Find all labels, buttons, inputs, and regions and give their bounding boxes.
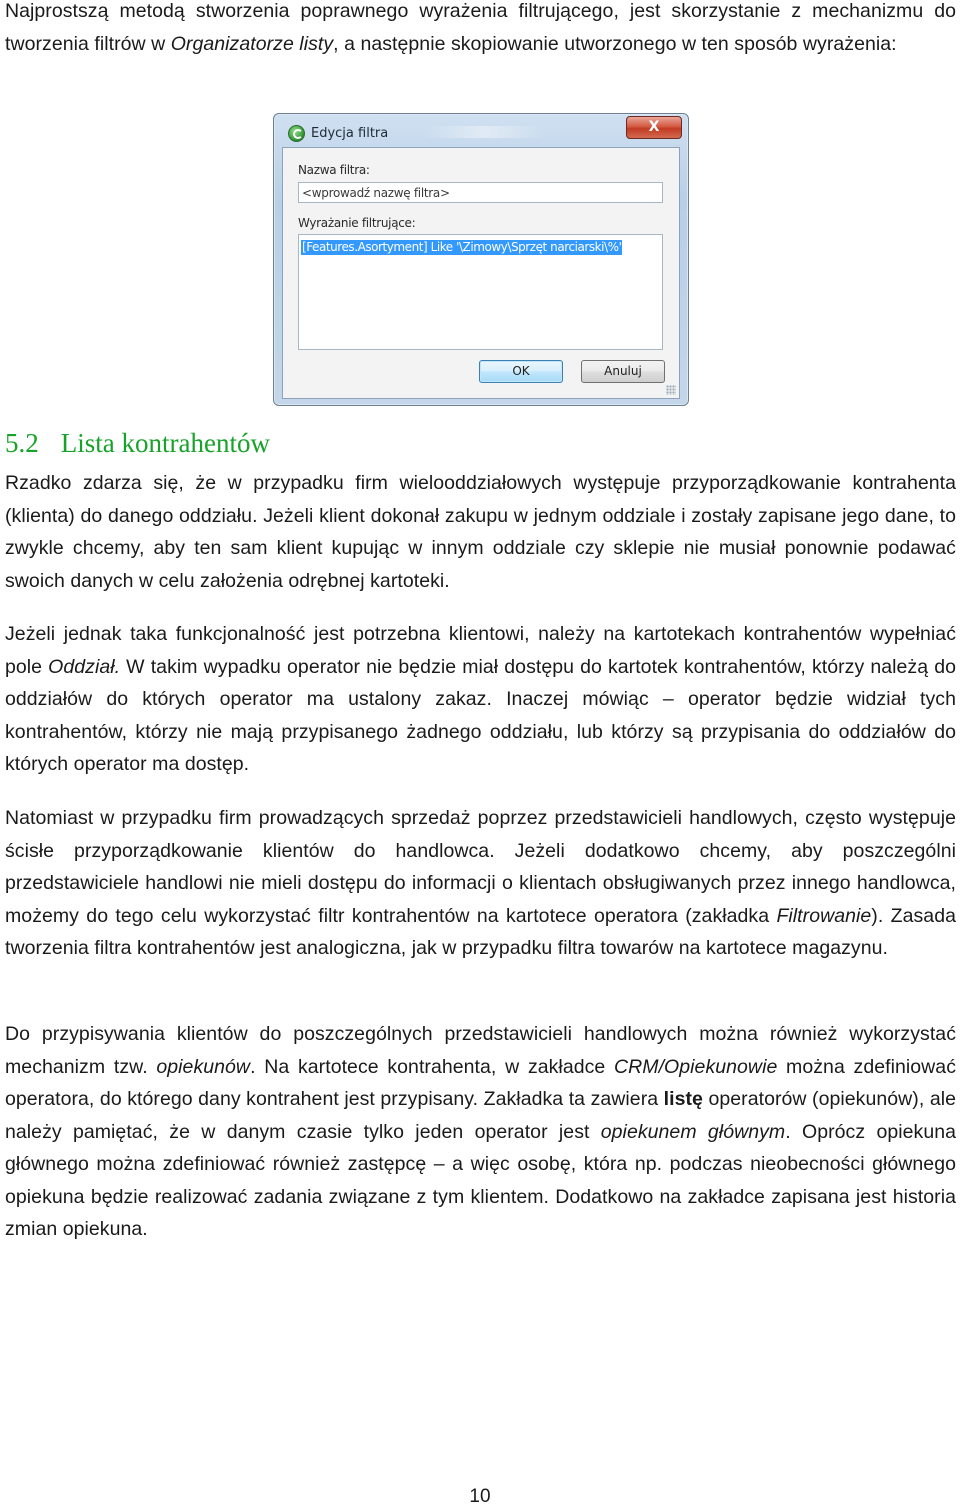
dialog-title: Edycja filtra — [311, 125, 389, 141]
paragraph-2-text: Jeżeli jednak taka funkcjonalność jest potrzebna klientowi, należy na kartotekach kontrahentów wypełniać pole — [5, 623, 956, 678]
ok-button[interactable]: OK — [479, 360, 563, 383]
filter-expression-selected-text: [Features.Asortyment] Like '\Zimowy\Sprzęt narciarski\%' — [302, 240, 622, 254]
paragraph-1: Rzadko zdarza się, że w przypadku firm wielooddziałowych występuje przyporządkowanie kontrahenta (klienta) do danego oddziału. Jeżeli klient dokonał zakupu w jednym oddziale i zostały zapisane jego dane, to zwykle chcemy, aby ten sam klient kupując w innym oddziale czy sklepie nie musiał ponownie podawać swoich danych w celu założenia odrębnej kartoteki. — [5, 472, 956, 592]
paragraph-4-italic-opiekunow: opiekunów — [156, 1055, 251, 1078]
paragraph-4-text-d: operatorów (opiekunów), ale należy pamiętać, że w danym czasie tylko jeden operator jest — [5, 1088, 956, 1143]
paragraph-3-italic-term: Filtrowanie — [776, 904, 872, 927]
filter-edit-dialog — [273, 113, 689, 406]
close-button[interactable]: X — [626, 116, 682, 139]
intro-paragraph — [5, 0, 956, 60]
paragraph-4-italic-opiekunem: opiekunem głównym — [600, 1120, 786, 1143]
paragraph-4-bold-liste: listę — [663, 1088, 703, 1110]
section-heading — [5, 428, 270, 468]
paragraph-4-text-a: Do przypisywania klientów do poszczególnych przedstawicieli handlowych można również wykorzystać mechanizm tzw. — [5, 1023, 956, 1078]
dialog-body — [282, 147, 680, 399]
section-number: 5.2 — [5, 428, 39, 458]
section-title: Lista kontrahentów — [60, 428, 270, 458]
intro-italic-term: Organizatorze listy — [170, 32, 334, 55]
titlebar-blur — [424, 126, 544, 138]
dialog-titlebar — [288, 123, 388, 143]
paragraph-3-text-end: ). Zasada tworzenia filtra kontrahentów jest analogiczna, jak w przypadku filtra towarów na kartotece magazynu. — [5, 904, 956, 959]
paragraph-3-text: Natomiast w przypadku firm prowadzących sprzedaż poprzez przedstawicieli handlowych, często występuje ścisłe przyporządkowanie klientów do handlowca. Jeżeli dodatkowo chcemy, aby poszczególni przedstawiciele handlowi nie mieli dostępu do informacji o klientach obsługiwanych przez innego handlowca, możemy do tego celu wykorzystać filtr kontrahentów na kartotece operatora (zakładka — [5, 807, 956, 927]
filter-expression-textarea[interactable] — [298, 234, 663, 350]
page-number: 10 — [469, 1486, 491, 1507]
paragraph-4-italic-crm: CRM/Opiekunowie — [614, 1055, 778, 1078]
filter-expression-label: Wyrażanie filtrujące: — [298, 216, 416, 230]
paragraph-4 — [5, 1018, 956, 1246]
intro-text-end: , a następnie skopiowanie utworzonego w ten sposób wyrażenia: — [333, 32, 897, 55]
paragraph-2-italic-term: Oddział. — [48, 655, 121, 678]
intro-text: Najprostszą metodą stworzenia poprawnego wyrażenia filtrującego, jest skorzystanie z mechanizmu do tworzenia filtrów w — [5, 0, 956, 55]
filter-name-label: Nazwa filtra: — [298, 163, 370, 177]
paragraph-2 — [5, 618, 956, 781]
resize-grip-icon[interactable] — [666, 385, 676, 395]
paragraph-4-text-e: . Oprócz opiekuna głównego można zdefiniować również zastępcę – a więc osobę, która np. podczas nieobecności głównego opiekuna będzie realizować zadania związane z tym klientem. Dodatkowo na zakładce zapisana jest historia zmian opiekuna. — [5, 1120, 956, 1240]
filter-name-input[interactable]: <wprowadź nazwę filtra> — [298, 182, 663, 203]
paragraph-4-text-c: można zdefiniować operatora, do którego dany kontrahent jest przypisany. Zakładka ta zawiera — [5, 1055, 956, 1110]
paragraph-3 — [5, 802, 956, 965]
paragraph-4-text-b: . Na kartotece kontrahenta, w zakładce — [250, 1055, 615, 1078]
app-logo-icon — [288, 125, 305, 142]
cancel-button[interactable]: Anuluj — [581, 360, 665, 383]
paragraph-2-text-end: W takim wypadku operator nie będzie miał dostępu do kartotek kontrahentów, którzy należą do oddziałów do których operator ma ustalony zakaz. Inaczej mówiąc – operator będzie widział tych kontrahentów, którzy nie mają przypisanego żadnego oddziału, lub którzy są przypisania do oddziałów do których operator ma dostęp. — [5, 655, 956, 775]
